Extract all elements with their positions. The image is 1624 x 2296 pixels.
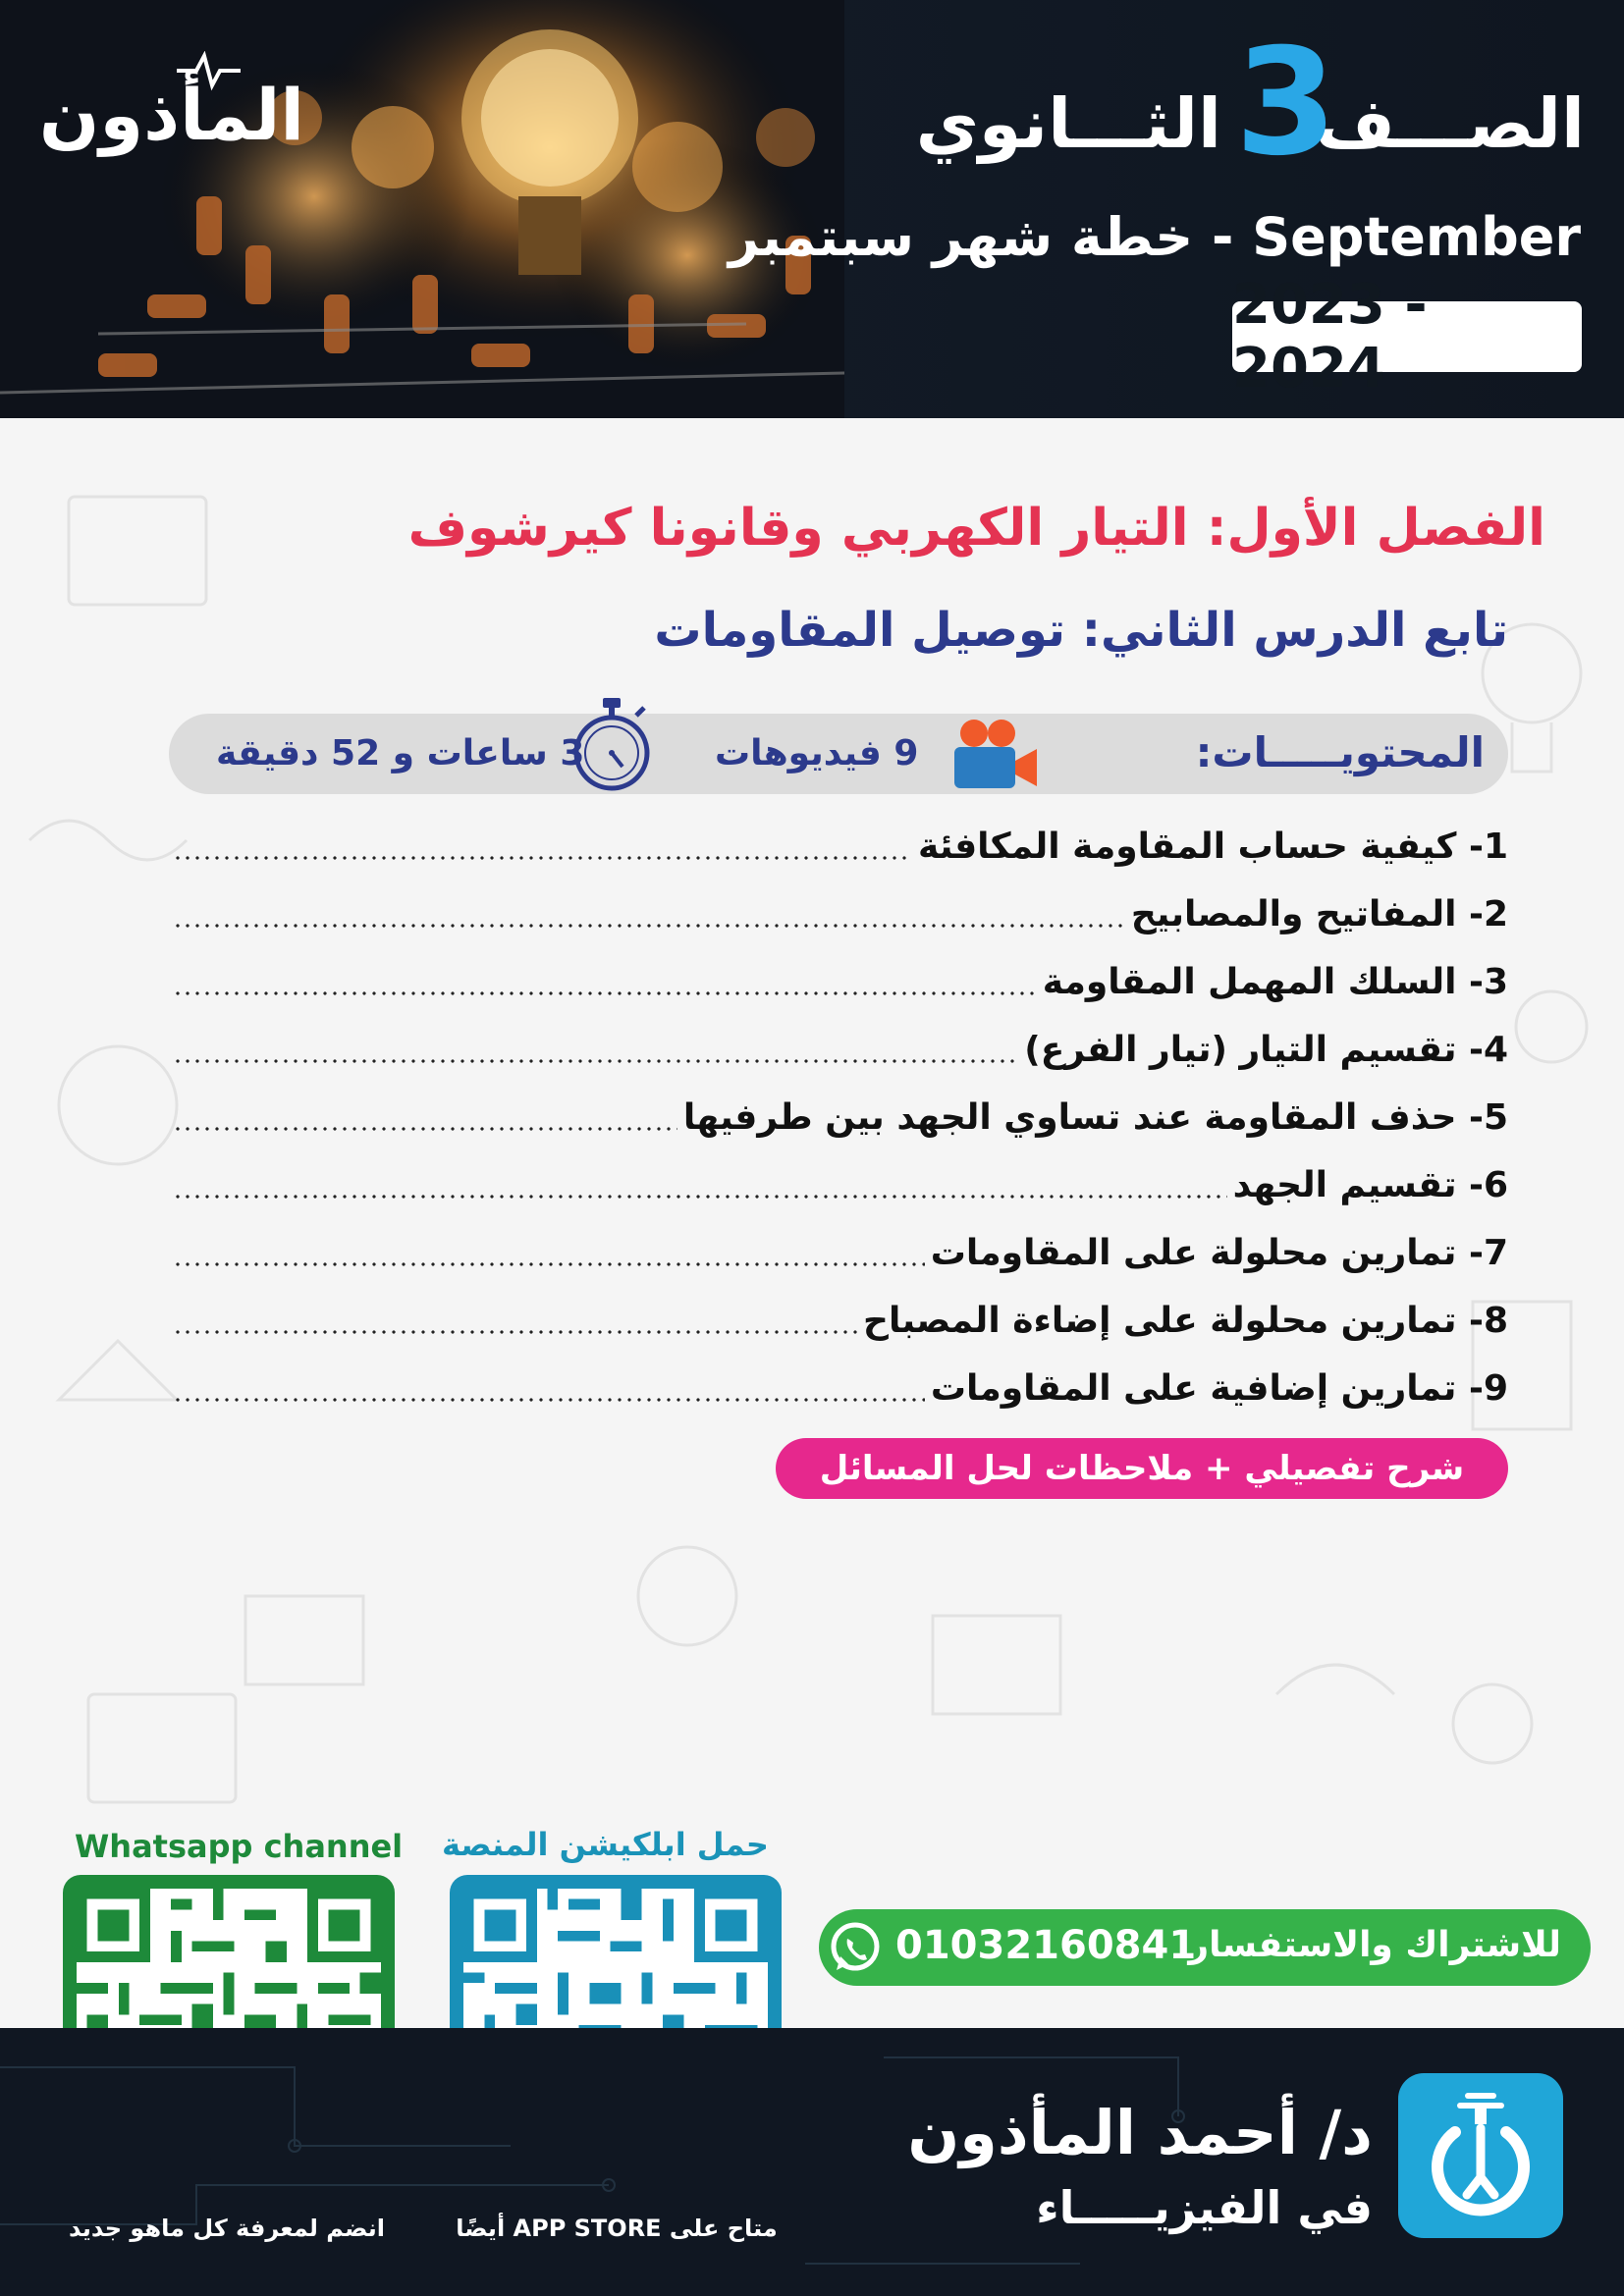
academic-year-badge [1232,273,1582,400]
grade-heading [740,18,1585,196]
list-item-text: 3- السلك المهمل المقاومة [1042,962,1508,1002]
subscribe-label: للاشتراك والاستفسار [1188,1925,1561,1965]
dot-leader [173,856,912,860]
video-list [173,813,1508,1422]
dot-leader [173,1262,925,1266]
total-duration: 3 ساعات و 52 دقيقة [216,733,585,774]
list-item-text: 8- تمارين محلولة على إضاءة المصباح [863,1301,1508,1341]
list-item [173,948,1508,1016]
subject-name: في الفيزيـــــاء [1036,2181,1373,2234]
dot-leader [173,1398,925,1402]
whatsapp-qr-caption: انضم لمعرفة كل ماهو جديد [69,2215,385,2242]
app-qr-caption: متاح على APP STORE أيضًا [456,2215,778,2242]
video-camera-icon [937,718,1039,792]
phone-number[interactable]: 01032160841 [895,1923,1197,1968]
notes-badge [776,1438,1508,1499]
subscribe-contact-pill[interactable] [819,1909,1591,1986]
list-item-text: 7- تمارين محلولة على المقاومات [930,1233,1508,1273]
list-item [173,1084,1508,1151]
list-item-text: 6- تقسيم الجهد [1232,1165,1508,1205]
dot-leader [173,1195,1227,1199]
whatsapp-icon [827,1919,884,1976]
list-item [173,881,1508,948]
app-download-title: حمل ابلكيشن المنصة [442,1826,769,1863]
svg-text:المأذون: المأذون [39,74,304,156]
grade-word-first: الصـــف [1315,83,1585,164]
list-item-text: 9- تمارين إضافية على المقاومات [930,1368,1508,1409]
videos-count: 9 فيديوهات [715,733,919,774]
contents-bar [169,714,1508,794]
dot-leader [173,1127,677,1131]
teacher-name: د/ أحمد المأذون [907,2097,1373,2168]
academic-year-text: 2023 - 2024 [1232,273,1428,400]
list-item [173,1355,1508,1422]
brand-logo-icon [1422,2089,1540,2222]
lesson-title: تابع الدرس الثاني: توصيل المقاومات [654,603,1508,658]
dot-leader [173,991,1037,995]
notes-badge-text: شرح تفصيلي + ملاحظات لحل المسائل [819,1449,1465,1488]
chapter-title: الفصل الأول: التيار الكهربي وقانونا كيرشوف [407,499,1545,558]
grade-number: 3 [1234,18,1337,188]
brand-logo [1398,2073,1563,2238]
circuit-pattern [0,2028,1624,2296]
whatsapp-channel-title: Whatsapp channel [75,1828,404,1865]
list-item-text: 1- كيفية حساب المقاومة المكافئة [918,827,1508,867]
list-item [173,1219,1508,1287]
list-item-text: 2- المفاتيح والمصابيح [1130,894,1508,934]
dot-leader [173,924,1125,928]
grade-word-second: الثـــانوي [915,83,1221,164]
list-item [173,1287,1508,1355]
list-item [173,1016,1508,1084]
contents-label: المحتويـــــات: [1195,728,1485,776]
list-item [173,1151,1508,1219]
month-plan-title: خطة شهر سبتمبر - September [728,206,1581,268]
list-item-text: 4- تقسيم التيار (تيار الفرع) [1024,1030,1508,1070]
dot-leader [173,1330,857,1334]
list-item [173,813,1508,881]
almaazon-logo [39,51,304,159]
dot-leader [173,1059,1018,1063]
list-item-text: 5- حذف المقاومة عند تساوي الجهد بين طرفيها [682,1097,1508,1138]
header-banner [0,0,1624,418]
footer [0,2028,1624,2296]
